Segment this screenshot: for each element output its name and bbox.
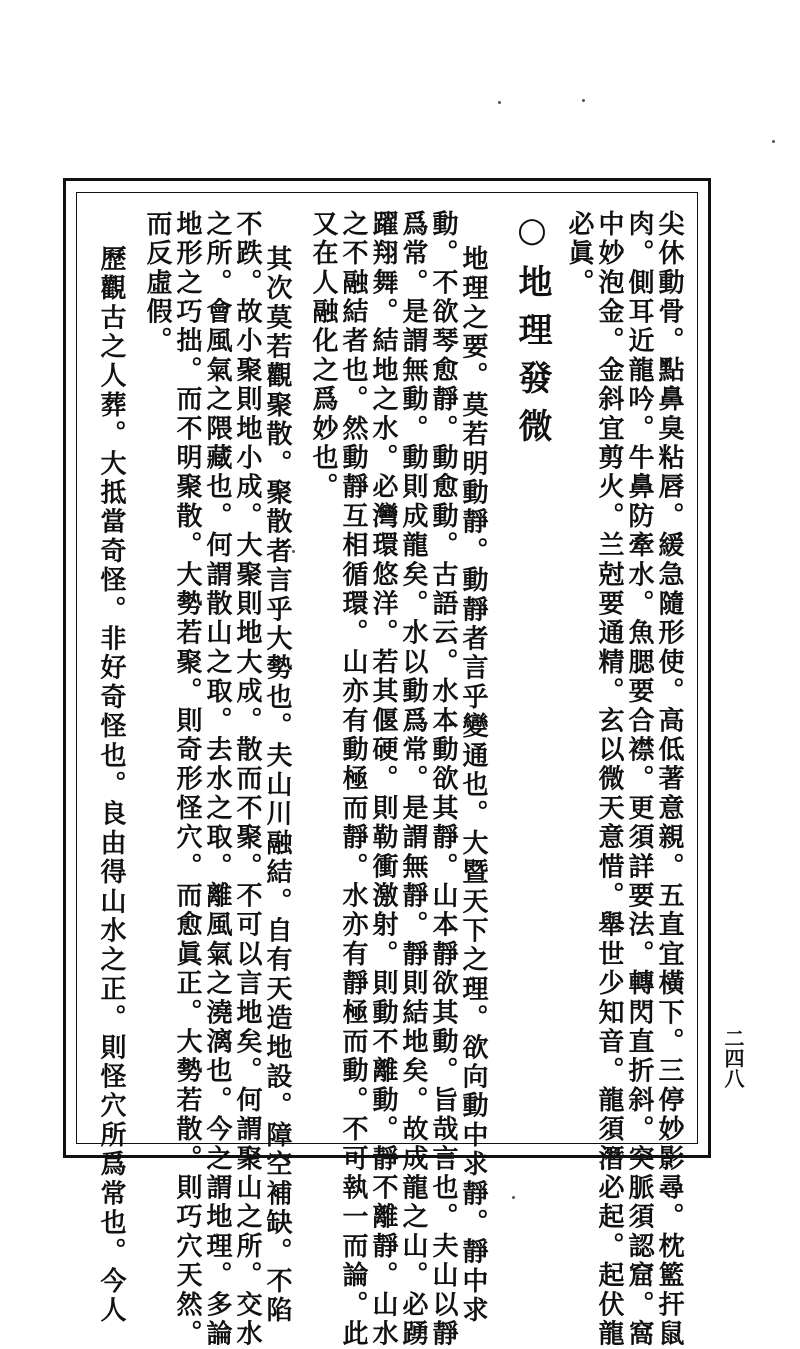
- text-column-15: 而反虛假。: [142, 210, 172, 356]
- scan-speck: [292, 550, 295, 553]
- text-column-9: 之不融結者也。然動靜互相循環。山亦有動極而靜。水亦有靜極而動。不可執一而論。此: [338, 210, 368, 1349]
- scan-speck: [512, 1196, 515, 1199]
- scan-speck: [498, 101, 501, 104]
- text-column-11: 其次莫若觀聚散。聚散者言乎大勢也。夫山川融結。自有天造地設。障空補缺。不陷: [262, 245, 292, 1326]
- page-number: 二四八: [721, 1028, 745, 1088]
- text-column-14: 地形之巧拙。而不明聚散。大勢若聚。則奇形怪穴。而愈眞正。大勢若散。則巧穴天然。: [172, 210, 202, 1349]
- text-column-1: 尖休動骨。點鼻臭粘唇。緩急隨形使。高低著意親。五直宜橫下。三停妙影尋。枕籃扞鼠: [654, 210, 684, 1349]
- text-column-7: 爲常。是謂無動。動則成龍矣。水以動爲常。是謂無靜。靜則結地矣。故成龍之山。必踴: [398, 210, 428, 1349]
- text-column-5: 地理之要。莫若明動靜。動靜者言乎變通也。大暨天下之理。欲向動中求靜。靜中求: [458, 245, 488, 1326]
- text-column-3: 中妙泡金。金斜宜剪火。兰尅要通精。玄以微天意惜。舉世少知音。龍須潛必起。起伏龍: [594, 210, 624, 1349]
- scan-speck: [582, 99, 585, 102]
- scan-speck: [772, 140, 775, 143]
- text-column-4: 必眞。: [564, 210, 594, 298]
- text-column-12: 不跌。故小聚則地小成。大聚則地大成。散而不聚。不可以言地矣。何謂聚山之所。交水: [232, 210, 262, 1349]
- text-column-16: 歷觀古之人葬。大抵當奇怪。非好奇怪也。良由得山水之正。則怪穴所爲常也。今人: [96, 245, 126, 1326]
- text-column-6: 動。不欲琴愈靜。動愈動。古語云。水本動欲其靜。山本靜欲其動。旨哉言也。夫山以靜: [428, 210, 458, 1349]
- text-column-10: 又在人融化之爲妙也。: [308, 210, 338, 502]
- text-column-2: 肉。側耳近龍吟。牛鼻防牽水。魚腮要合襟。更須詳要法。轉閃直折斜。突脈須認窟。窩: [624, 210, 654, 1349]
- section-heading: ○地理發微: [512, 210, 552, 456]
- text-column-8: 躍翔舞。結地之水。必灣環悠洋。若其偃硬。則勒衝激射。則動不離動。靜不離靜。山水: [368, 210, 398, 1349]
- text-column-13: 之所。會風氣之隈藏也。何謂散山之取。去水之取。離風氣之澆漓也。今之謂地理。多論: [202, 210, 232, 1349]
